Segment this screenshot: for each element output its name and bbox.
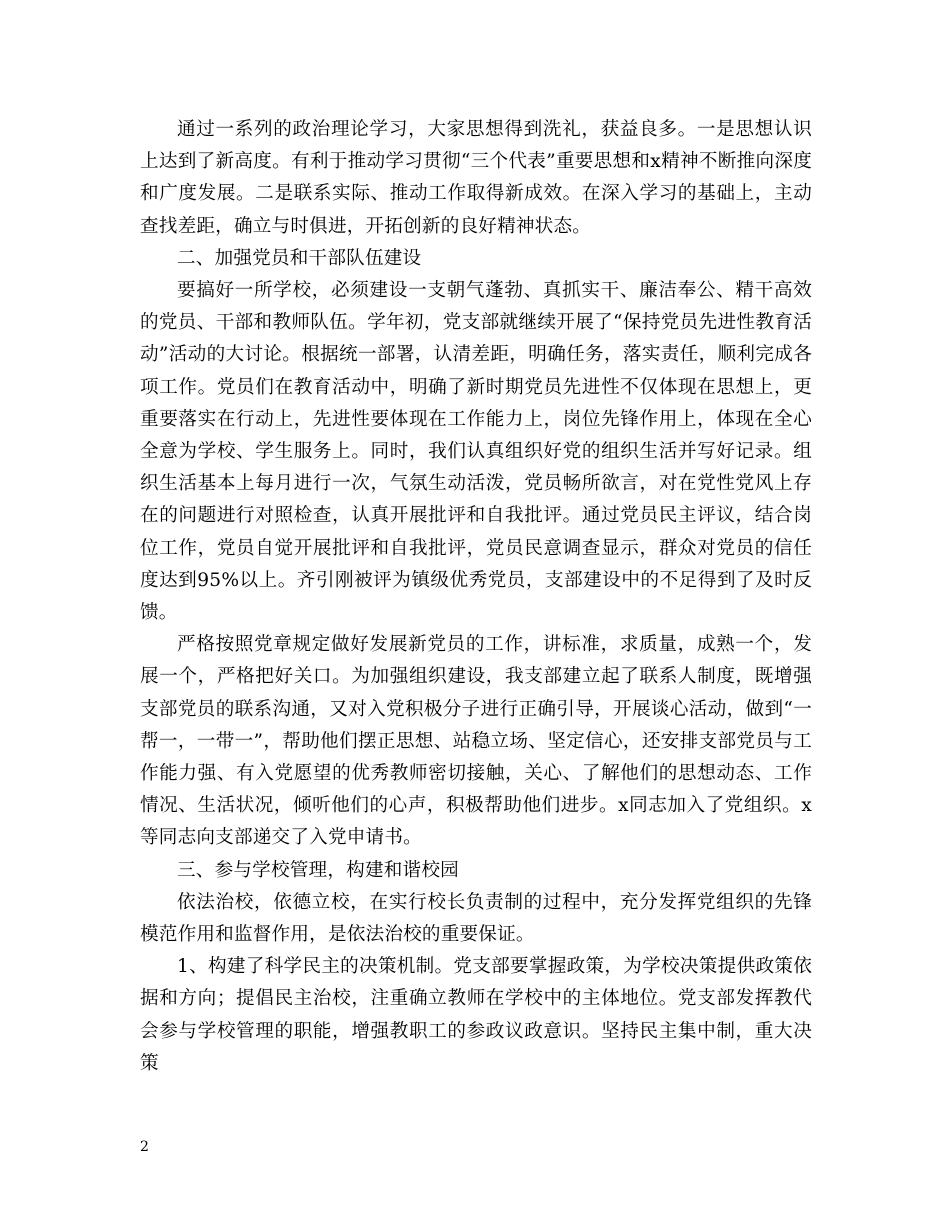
page-number: 2 — [140, 1139, 149, 1155]
section-heading-3: 三、参与学校管理，构建和谐校园 — [177, 859, 459, 881]
paragraph-decision-mechanism: 1、构建了科学民主的决策机制。党支部要掌握政策，为学校决策提供政策依据和方向；提倡民主治校，注重确立教师在学校中的主体地位。党支部发挥教代会参与学校管理的职能，增强教职工的参政议政意识。坚持民主集中制，重大决策 — [140, 956, 812, 1074]
paragraph-new-members: 严格按照党章规定做好发展新党员的工作，讲标准，求质量，成熟一个，发展一个，严格把好关口。为加强组织建设，我支部建立起了联系人制度，既增强支部党员的联系沟通，又对入党积极分子进行正确引导，开展谈心活动，做到“一帮一，一带一”，帮助他们摆正思想、站稳立场、坚定信心，还安排支部党员与工作能力强、有入党愿望的优秀教师密切接触，关心、了解他们的思想动态、工作情况、生活状况，倾听他们的心声，积极帮助他们进步。x同志加入了党组织。x等同志向支部递交了入党申请书。 — [140, 634, 812, 849]
document-body — [140, 114, 812, 1080]
paragraph-team-building: 要搞好一所学校，必须建设一支朝气蓬勃、真抓实干、廉洁奉公、精干高效的党员、干部和教师队伍。学年初，党支部就继续开展了“保持党员先进性教育活动”活动的大讨论。根据统一部署，认清差距，明确任务，落实责任，顺利完成各项工作。党员们在教育活动中，明确了新时期党员先进性不仅体现在思想上，更重要落实在行动上，先进性要体现在工作能力上，岗位先锋作用上，体现在全心全意为学校、学生服务上。同时，我们认真组织好党的组织生活并写好记录。组织生活基本上每月进行一次，气氛生动活泼，党员畅所欲言，对在党性党风上存在的问题进行对照检查，认真开展批评和自我批评。通过党员民主评议，结合岗位工作，党员自觉开展批评和自我批评，党员民意调查显示，群众对党员的信任度达到95%以上。齐引刚被评为镇级优秀党员，支部建设中的不足得到了及时反馈。 — [140, 280, 812, 624]
paragraph-rule-of-law: 依法治校，依德立校，在实行校长负责制的过程中，充分发挥党组织的先锋模范作用和监督作用，是依法治校的重要保证。 — [140, 891, 812, 946]
paragraph-study-results: 通过一系列的政治理论学习，大家思想得到洗礼，获益良多。一是思想认识上达到了新高度。有利于推动学习贯彻“三个代表”重要思想和x精神不断推向深度和广度发展。二是联系实际、推动工作取得新成效。在深入学习的基础上，主动查找差距，确立与时俱进，开拓创新的良好精神状态。 — [140, 119, 812, 237]
section-heading-2: 二、加强党员和干部队伍建设 — [177, 247, 422, 269]
